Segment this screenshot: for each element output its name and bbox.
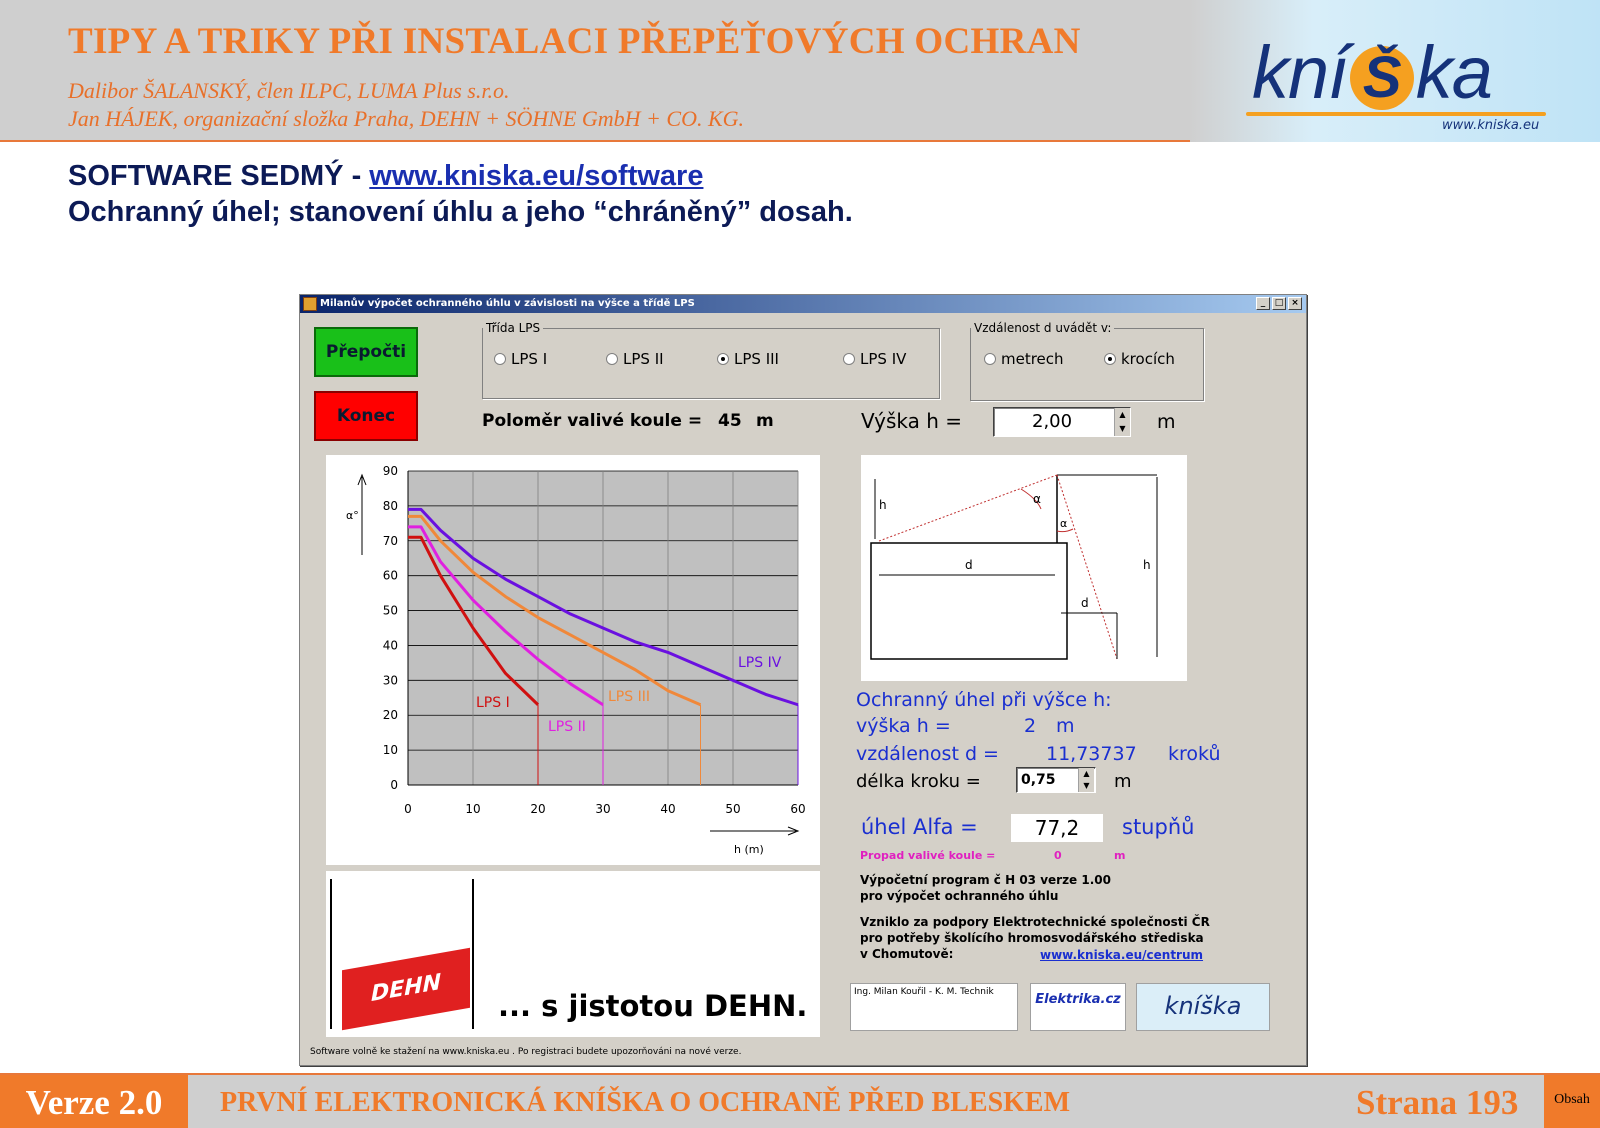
y-tick-label: 0 — [390, 778, 398, 792]
program-info-2: pro výpočet ochranného úhlu — [860, 889, 1059, 903]
software-link[interactable]: www.kniska.eu/software — [369, 160, 704, 192]
lps-class-legend: Třída LPS — [486, 321, 541, 335]
dehn-slogan: ... s jistotou DEHN. — [498, 989, 808, 1023]
app-window — [299, 294, 1307, 1066]
contents-button[interactable]: Obsah — [1544, 1075, 1600, 1128]
section-title — [68, 160, 703, 193]
series-label: LPS IV — [738, 655, 782, 671]
radio-dot — [494, 353, 506, 365]
radio-label: LPS IV — [860, 350, 907, 368]
logo-text-pre: kní — [1252, 31, 1348, 114]
page-title: TIPY A TRIKY PŘI INSTALACI PŘEPĚŤOVÝCH OCHRAN — [68, 21, 1081, 62]
radio-steps[interactable] — [1104, 350, 1175, 368]
window-titlebar[interactable] — [300, 295, 1306, 313]
page-number: Strana 193 — [1356, 1083, 1519, 1122]
label-h-right: h — [1143, 558, 1151, 572]
height-unit: m — [1157, 411, 1176, 433]
label-d-bottom: d — [1081, 596, 1089, 610]
logo-url: www.kniska.eu — [1442, 118, 1540, 133]
series-label: LPS I — [476, 695, 510, 711]
step-length-unit: m — [1114, 771, 1132, 792]
logo-text-post: ka — [1415, 31, 1492, 114]
radio-label: krocích — [1121, 350, 1175, 368]
radio-dot — [984, 353, 996, 365]
radius-label: Poloměr valivé koule = — [482, 411, 703, 431]
dehn-banner — [326, 871, 820, 1037]
height-stepper[interactable]: ▲ ▼ — [1114, 408, 1130, 436]
label-d-top: d — [965, 558, 973, 572]
x-tick-label: 60 — [790, 802, 806, 816]
x-tick-label: 50 — [725, 802, 741, 816]
radio-lps-1[interactable] — [494, 350, 547, 368]
protection-line-left — [879, 475, 1057, 541]
radius-value: 45 — [718, 411, 742, 431]
badge-elektrika[interactable]: Elektrika.cz — [1030, 983, 1126, 1031]
series-label: LPS II — [548, 719, 586, 735]
radio-meters[interactable] — [984, 350, 1064, 368]
logo-s-mark: Š — [1350, 46, 1414, 110]
sphere-drop-label: Propad valivé koule = — [860, 849, 996, 862]
support-info-3: v Chomutově: — [860, 947, 954, 961]
y-tick-label: 70 — [382, 533, 398, 548]
geometry-diagram-svg — [861, 455, 1187, 681]
recalculate-button[interactable]: Přepočti — [314, 327, 418, 377]
y-tick-label: 30 — [382, 673, 398, 688]
alpha-unit: stupňů — [1122, 815, 1195, 839]
y-tick-label: 60 — [382, 568, 398, 583]
result-distance-unit: kroků — [1168, 743, 1221, 765]
label-alpha-2: α — [1060, 517, 1068, 530]
minimize-icon[interactable]: _ — [1256, 297, 1270, 310]
label-h-left: h — [879, 498, 887, 512]
author-line-1: Dalibor ŠALANSKÝ, člen ILPC, LUMA Plus s.r.o. — [68, 78, 510, 103]
page-header — [0, 0, 1600, 142]
geometry-diagram — [861, 455, 1187, 681]
app-icon — [303, 297, 317, 311]
radio-label: metrech — [1001, 350, 1064, 368]
radius-unit: m — [756, 411, 774, 431]
radio-dot-selected — [1104, 353, 1116, 365]
x-tick-label: 30 — [595, 802, 611, 816]
series-label: LPS III — [608, 689, 650, 705]
y-axis-label: α° — [346, 509, 359, 522]
radio-dot-selected — [717, 353, 729, 365]
step-length-input[interactable]: 0,75 — [1016, 767, 1096, 793]
y-tick-label: 20 — [382, 708, 398, 723]
support-info-2: pro potřeby školícího hromosvodářského střediska — [860, 931, 1204, 945]
kniska-logo[interactable] — [1252, 30, 1492, 115]
y-tick-label: 10 — [382, 743, 398, 758]
support-info-1: Vzniklo za podpory Elektrotechnické společnosti ČR — [860, 915, 1210, 929]
radio-lps-2[interactable] — [606, 350, 664, 368]
dehn-logo: DEHN — [342, 948, 470, 1031]
download-footnote: Software volně ke stažení na www.kniska.eu . Po registraci budete upozorňováni na nové verze. — [310, 1047, 742, 1057]
x-tick-label: 40 — [660, 802, 676, 816]
banner-divider-right — [472, 879, 474, 1029]
y-tick-label: 50 — [382, 603, 398, 618]
radio-lps-4[interactable] — [843, 350, 906, 368]
x-tick-label: 0 — [404, 802, 412, 816]
alpha-label: úhel Alfa = — [861, 815, 978, 839]
result-height-label: výška h = — [856, 715, 951, 737]
step-length-stepper[interactable]: ▲ ▼ — [1078, 768, 1094, 792]
sphere-drop-unit: m — [1114, 849, 1126, 862]
footer-title: PRVNÍ ELEKTRONICKÁ KNÍŠKA O OCHRANĚ PŘED BLESKEM — [220, 1087, 1071, 1118]
radio-label: LPS I — [511, 350, 548, 368]
radio-dot — [843, 353, 855, 365]
version-badge: Verze 2.0 — [0, 1075, 188, 1128]
exit-button[interactable]: Konec — [314, 391, 418, 441]
result-height-value: 2 — [1024, 715, 1037, 737]
y-tick-label: 80 — [382, 498, 398, 513]
y-tick-label: 90 — [382, 464, 398, 478]
section-title-prefix: SOFTWARE SEDMÝ - — [68, 160, 370, 192]
banner-divider-left — [330, 879, 332, 1029]
step-length-label: délka kroku = — [856, 771, 981, 792]
results-heading: Ochranný úhel při výšce h: — [856, 689, 1112, 711]
result-distance-value: 11,73737 — [1046, 743, 1137, 765]
radio-lps-3[interactable] — [717, 350, 779, 368]
label-alpha-1: α — [1033, 492, 1041, 506]
section-subtitle: Ochranný úhel; stanovení úhlu a jeho “chráněný” dosah. — [68, 196, 853, 228]
angle-chart-panel — [326, 455, 820, 865]
window-title: Milanův výpočet ochranného úhlu v závislosti na výšce a třídě LPS — [320, 298, 695, 309]
support-link[interactable]: www.kniska.eu/centrum — [1040, 948, 1204, 962]
close-icon[interactable]: × — [1288, 297, 1302, 310]
height-label: Výška h = — [861, 409, 963, 433]
author-line-2: Jan HÁJEK, organizační složka Praha, DEHN + SÖHNE GmbH + CO. KG. — [68, 106, 745, 131]
page-footer — [0, 1073, 1600, 1128]
x-tick-label: 20 — [530, 802, 546, 816]
x-axis-label: h (m) — [734, 843, 764, 856]
x-tick-label: 10 — [465, 802, 481, 816]
badge-kniska[interactable]: kníška — [1136, 983, 1270, 1031]
alpha-value: 77,2 — [1010, 813, 1104, 843]
y-tick-label: 40 — [382, 638, 398, 653]
result-distance-label: vzdálenost d = — [856, 743, 999, 765]
badge-technik[interactable]: Ing. Milan Kouřil - K. M. Technik — [850, 983, 1018, 1031]
radio-label: LPS II — [623, 350, 664, 368]
radio-label: LPS III — [734, 350, 779, 368]
radio-dot — [606, 353, 618, 365]
height-input[interactable]: 2,00 — [993, 407, 1131, 437]
protection-line-right — [1057, 475, 1117, 659]
maximize-icon[interactable]: □ — [1272, 297, 1286, 310]
distance-unit-legend: Vzdálenost d uvádět v: — [974, 321, 1112, 335]
sphere-drop-value: 0 — [1054, 849, 1062, 862]
program-info-1: Výpočetní program č H 03 verze 1.00 — [860, 873, 1111, 887]
angle-chart — [326, 455, 820, 865]
result-height-unit: m — [1056, 715, 1075, 737]
